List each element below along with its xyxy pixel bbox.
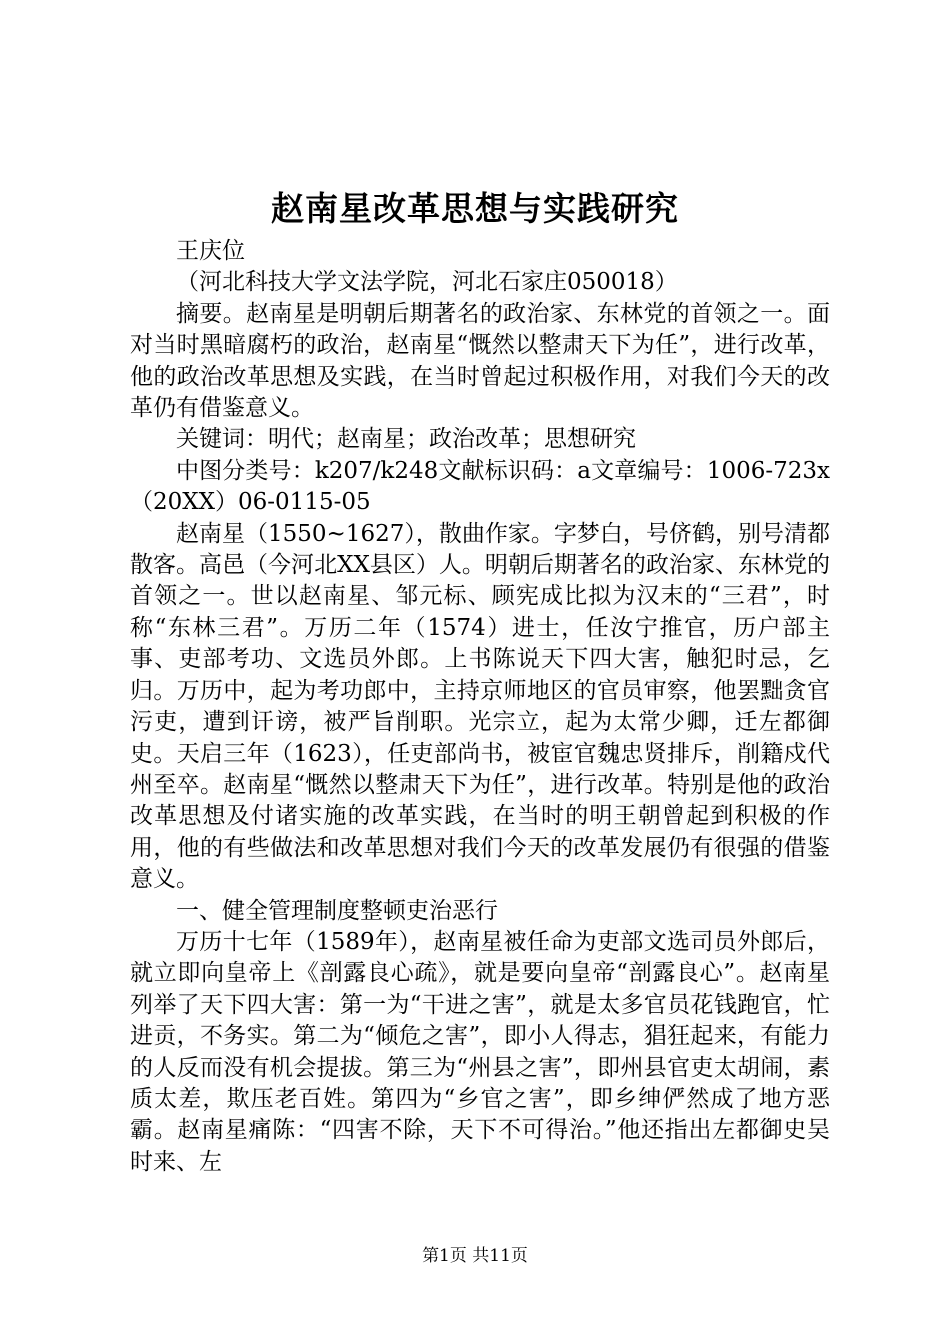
- section-paragraph: 万历十七年（1589年），赵南星被任命为吏部文选司员外郎后，就立即向皇帝上《剖露良心疏》，就是要向皇帝“剖露良心”。赵南星列举了天下四大害：第一为“干进之害”，就是太多官员花钱跑官，忙进贡，不务实。第二为“倾危之害”，即小人得志，猖狂起来，有能力的人反而没有机会提拔。第三为“州县之害”，即州县官吏太胡闹，素质太差，欺压老百姓。第四为“乡官之害”，即乡绅俨然成了地方恶霸。赵南星痛陈：“四害不除，天下不可得治。”他还指出左都御史吴时来、左: [130, 928, 830, 1175]
- document-body: [130, 236, 830, 1178]
- section-heading: 一、健全管理制度整顿吏治恶行: [176, 897, 498, 924]
- keywords-line: 关键词：明代；赵南星；政治改革；思想研究: [176, 426, 636, 453]
- intro-paragraph: 赵南星（1550~1627），散曲作家。字梦白，号侪鹤，别号清都散客。高邑（今河北XX县区）人。明朝后期著名的政治家、东林党的首领之一。世以赵南星、邹元标、顾宪成比拟为汉末的“三君”，时称“东林三君”。万历二年（1574）进士，任汝宁推官，历户部主事、吏部考功、文选员外郎。上书陈说天下四大害，触犯时忌，乞归。万历中，起为考功郎中，主持京师地区的官员审察，他罢黜贪官污吏，遭到讦谤，被严旨削职。光宗立，起为太常少卿，迁左都御史。天启三年（1623），任吏部尚书，被宦官魏忠贤排斥，削籍戍代州至卒。赵南星“慨然以整肃天下为任”，进行改革。特别是他的政治改革思想及付诸实施的改革实践，在当时的明王朝曾起到积极的作用，他的有些做法和改革思想对我们今天的改革发展仍有很强的借鉴意义。: [130, 520, 830, 893]
- document-title: 赵南星改革思想与实践研究: [271, 189, 679, 228]
- abstract-paragraph: 摘要。赵南星是明朝后期著名的政治家、东林党的首领之一。面对当时黑暗腐朽的政治，赵南星“慨然以整肃天下为任”，进行改革，他的政治改革思想及实践，在当时曾起过积极作用，对我们今天的改革仍有借鉴意义。: [130, 300, 830, 422]
- page-number-footer: 第1页 共11页: [422, 1246, 528, 1266]
- affiliation-line: （河北科技大学文法学院，河北石家庄050018）: [176, 269, 678, 296]
- author-line: 王庆位: [176, 238, 245, 264]
- classification-line: 中图分类号：k207/k248文献标识码：a文章编号：1006-723x（20XX）06-0115-05: [130, 457, 830, 516]
